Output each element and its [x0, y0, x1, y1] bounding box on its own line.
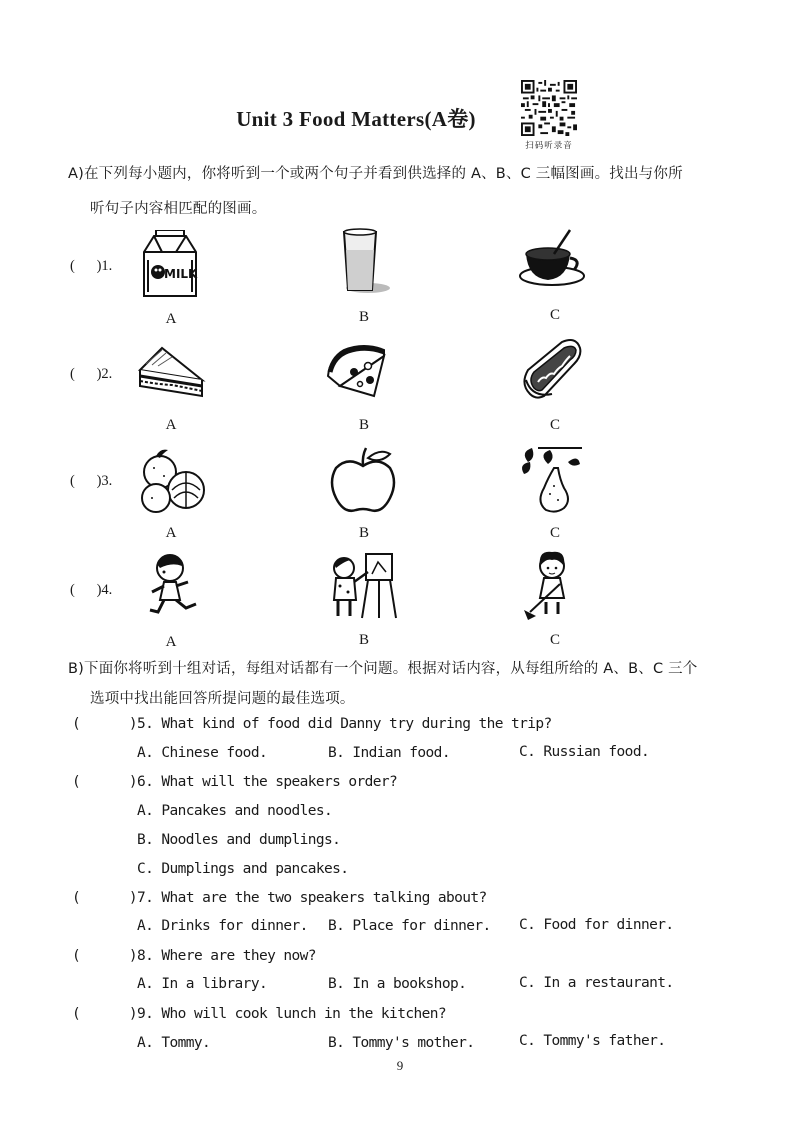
question-number: ( )4.	[70, 582, 113, 598]
option-label-a: A	[165, 525, 177, 541]
option-label-b: B	[358, 525, 369, 541]
option-label-c: C	[549, 525, 560, 541]
option-label-b: B	[358, 632, 369, 648]
section-a-instruction: A)在下列每小题内，你将听到一个或两个句子并看到供选择的 A、B、C 三幅图画。找出与你所	[68, 166, 683, 182]
option-a: A. Tommy.	[137, 1035, 211, 1051]
section-a-instruction-cont: 听句子内容相匹配的图画。	[90, 201, 267, 217]
question-text: ( )5. What kind of food did Danny try during the trip?	[72, 716, 552, 732]
section-b-instruction: B)下面你将听到十组对话，每组对话都有一个问题。根据对话内容，从每组所给的 A、B、C 三个	[68, 661, 698, 677]
option-a: A. Chinese food.	[137, 745, 268, 761]
option-a: A. Pancakes and noodles.	[137, 803, 333, 819]
option-label-a: A	[165, 417, 177, 433]
option-c: C. Russian food.	[519, 744, 650, 760]
option-label-a: A	[165, 311, 177, 327]
option-b: B. Noodles and dumplings.	[137, 832, 341, 848]
sandwich-icon	[136, 340, 206, 410]
option-c: C. Food for dinner.	[519, 917, 674, 933]
option-c: C. Dumplings and pancakes.	[137, 861, 349, 877]
option-label-b: B	[358, 309, 369, 325]
option-c: C. Tommy's father.	[519, 1033, 666, 1049]
question-number: ( )1.	[70, 258, 113, 274]
option-label-a: A	[165, 634, 177, 650]
option-b: B. Tommy's mother.	[328, 1035, 475, 1051]
section-b-instruction-cont: 选项中找出能回答所提问题的最佳选项。	[90, 691, 355, 707]
option-label-c: C	[549, 307, 560, 323]
option-b: B. Indian food.	[328, 745, 450, 761]
pizza-slice-icon	[324, 336, 394, 406]
milk-label: MILK	[164, 267, 198, 281]
option-b: B. Place for dinner.	[328, 918, 491, 934]
sweeping-girl-icon	[518, 550, 588, 620]
question-number: ( )3.	[70, 473, 113, 489]
qr-code-icon	[521, 80, 577, 136]
apple-icon	[328, 446, 398, 516]
option-a: A. Drinks for dinner.	[137, 918, 308, 934]
page-number: 9	[396, 1058, 404, 1073]
option-b: B. In a bookshop.	[328, 976, 467, 992]
milk-carton-icon	[136, 230, 206, 300]
qr-caption: 扫码听录音	[525, 141, 573, 151]
question-text: ( )9. Who will cook lunch in the kitchen?	[72, 1006, 446, 1022]
hot-dog-icon	[518, 336, 588, 406]
question-number: ( )2.	[70, 366, 113, 382]
oranges-icon	[138, 446, 208, 516]
option-a: A. In a library.	[137, 976, 268, 992]
option-label-c: C	[549, 417, 560, 433]
question-text: ( )8. Where are they now?	[72, 948, 316, 964]
running-boy-icon	[140, 552, 210, 622]
page-title: Unit 3 Food Matters(A卷)	[236, 107, 476, 131]
question-text: ( )7. What are the two speakers talking about?	[72, 890, 487, 906]
glass-of-water-icon	[328, 228, 398, 298]
pear-icon	[518, 444, 588, 514]
option-label-c: C	[549, 632, 560, 648]
painting-boy-icon	[328, 550, 398, 620]
question-text: ( )6. What will the speakers order?	[72, 774, 398, 790]
coffee-cup-icon	[518, 226, 588, 296]
option-label-b: B	[358, 417, 369, 433]
option-c: C. In a restaurant.	[519, 975, 674, 991]
